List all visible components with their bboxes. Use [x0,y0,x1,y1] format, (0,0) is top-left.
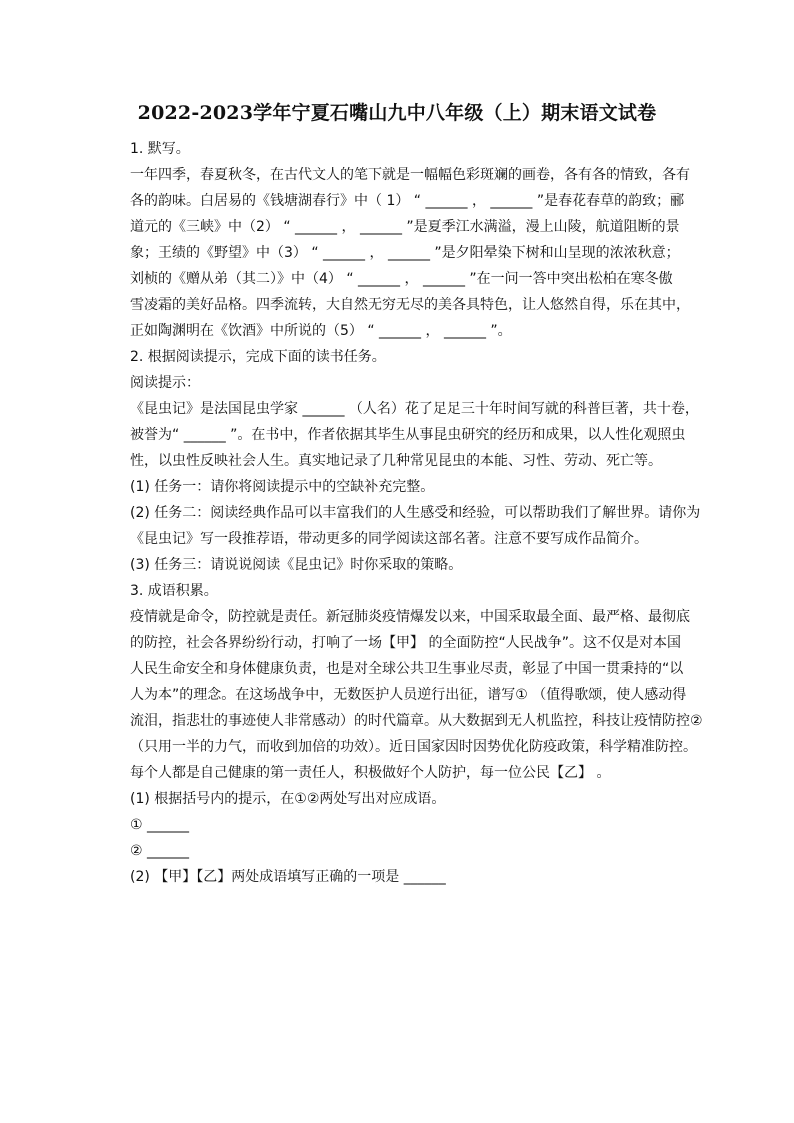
question-3-heading: 3. 成语积累。 [130,583,218,599]
q2-task: 《昆虫记》写一段推荐语，带动更多的同学阅读这部名著。注意不要写成作品简介。 [130,531,648,547]
q1-line: 象；王绩的《野望》中（3） “ ______ ， ______ ”是夕阳晕染下树和山呈现的浓浓秋意； [130,245,680,261]
q3-line: 每个人都是自己健康的第一责任人，积极做好个人防护，每一位公民【乙】 。 [130,765,611,781]
q3-line: （只用一半的力气，而收到加倍的功效）。近日国家因时因势优化防疫政策，科学精准防控。 [130,739,697,755]
q2-task: (2) 任务二：阅读经典作品可以丰富我们的人生感受和经验，可以帮助我们了解世界。请你为 [130,505,701,521]
q1-line: 各的韵味。白居易的《钱塘湖春行》中（ 1） “ ______ ， ______ ”是春花春草的韵致；郦 [130,193,685,209]
q1-line: 道元的《三峡》中（2） “ ______ ， ______ ”是夏季江水满溢，漫上山陵，航道阻断的景 [130,219,680,235]
question-1-heading: 1. 默写。 [130,141,190,157]
q3-subquestion: (2) 【甲】【乙】两处成语填写正确的一项是 ______ [130,869,446,885]
q3-answer-blank: ① ______ [130,817,190,833]
q3-line: 人民生命安全和身体健康负责，也是对全球公共卫生事业尽责，彰显了中国一贯秉持的“以 [130,661,684,677]
q3-line: 流泪，指悲壮的事迹使人非常感动）的时代篇章。从大数据到无人机监控，科技让疫情防控② [130,713,703,729]
q2-line: 《昆虫记》是法国昆虫学家 ______ （人名）花了足足三十年时间写就的科普巨著，共十卷， [130,401,699,417]
exam-title: 2022-2023学年宁夏石嘴山九中八年级（上）期末语文试卷 [137,102,657,124]
q2-line: 阅读提示： [130,375,200,391]
exam-content [130,136,703,890]
q2-task: (3) 任务三：请说说阅读《昆虫记》时你采取的策略。 [130,557,463,573]
q1-line: 刘桢的《赠从弟（其二）》中（4） “ ______ ， ______ ”在一问一答中突出松柏在寒冬傲 [130,271,673,287]
q1-line: 正如陶渊明在《饮酒》中所说的（5） “ ______ ， ______ ”。 [130,323,512,339]
q1-line: 雪凌霜的美好品格。四季流转，大自然无穷无尽的美各具特色，让人悠然自得，乐在其中， [130,297,690,313]
q3-answer-blank: ② ______ [130,843,190,859]
q2-task: (1) 任务一：请你将阅读提示中的空缺补充完整。 [130,479,435,495]
q2-line: 被誉为“ ______ ”。在书中，作者依据其毕生从事昆虫研究的经历和成果，以人性化观照虫 [130,427,686,443]
q3-line: 的防控，社会各界纷纷行动，打响了一场【甲】 的全面防控“人民战争”。这不仅是对本国 [130,635,681,651]
q2-line: 性，以虫性反映社会人生。真实地记录了几种常见昆虫的本能、习性、劳动、死亡等。 [130,453,662,469]
question-2-heading: 2. 根据阅读提示，完成下面的读书任务。 [130,349,386,365]
q1-line: 一年四季，春夏秋冬，在古代文人的笔下就是一幅幅色彩斑斓的画卷，各有各的情致，各有 [130,167,690,183]
q3-line: 人为本”的理念。在这场战争中，无数医护人员逆行出征，谱写① （值得歌颂，使人感动得 [130,687,687,703]
q3-line: 疫情就是命令，防控就是责任。新冠肺炎疫情爆发以来，中国采取最全面、最严格、最彻底 [130,609,690,625]
q3-subquestion: (1) 根据括号内的提示，在①②两处写出对应成语。 [130,791,446,807]
